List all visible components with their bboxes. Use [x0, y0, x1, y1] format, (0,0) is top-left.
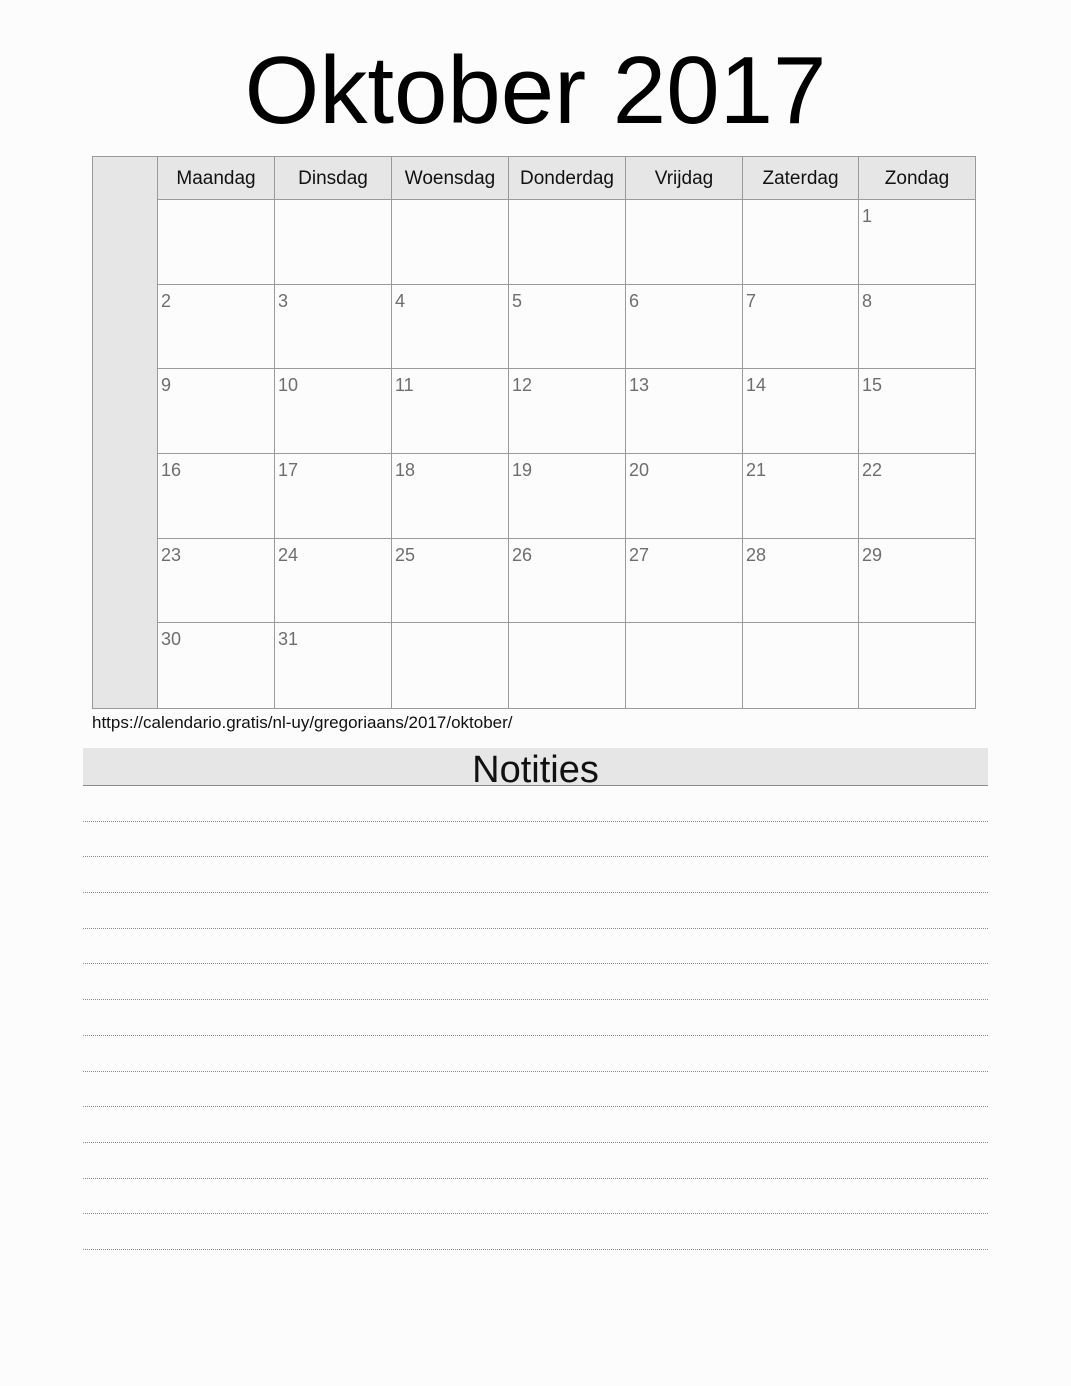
day-number: 30	[161, 629, 182, 650]
day-number: 13	[629, 375, 650, 396]
empty-day-cell	[743, 623, 859, 708]
note-line	[83, 1036, 988, 1072]
note-line	[83, 893, 988, 929]
note-line	[83, 1000, 988, 1036]
day-number: 8	[862, 290, 873, 311]
day-number: 22	[862, 459, 883, 480]
note-line	[83, 1214, 988, 1250]
day-number: 5	[512, 290, 523, 311]
day-cell-9	[158, 369, 275, 454]
note-line	[83, 822, 988, 858]
day-cell-29	[859, 539, 975, 624]
note-line	[83, 929, 988, 965]
day-cell-24	[275, 539, 392, 624]
empty-day-cell	[158, 200, 275, 285]
empty-day-cell	[509, 623, 626, 708]
day-number: 3	[278, 290, 289, 311]
weekday-header-dinsdag: Dinsdag	[275, 157, 392, 200]
calendar-title: Oktober 2017	[244, 37, 827, 144]
day-number: 10	[278, 375, 299, 396]
day-cell-8	[859, 285, 975, 370]
day-cell-2	[158, 285, 275, 370]
day-cell-27	[626, 539, 743, 624]
weekday-header-zondag: Zondag	[859, 157, 975, 200]
source-url: https://calendario.gratis/nl-uy/gregoriaans/2017/oktober/	[92, 713, 513, 732]
day-cell-1	[859, 200, 975, 285]
day-number: 6	[629, 290, 640, 311]
note-line	[83, 964, 988, 1000]
day-number: 29	[862, 544, 883, 565]
day-cell-12	[509, 369, 626, 454]
day-cell-22	[859, 454, 975, 539]
day-cell-17	[275, 454, 392, 539]
day-number: 26	[512, 544, 533, 565]
empty-day-cell	[743, 200, 859, 285]
day-number: 16	[161, 459, 182, 480]
day-number: 2	[161, 290, 172, 311]
day-number: 12	[512, 375, 533, 396]
day-number: 20	[629, 459, 650, 480]
day-cell-4	[392, 285, 509, 370]
weekday-header-donderdag: Donderdag	[509, 157, 626, 200]
note-line	[83, 1107, 988, 1143]
day-cell-10	[275, 369, 392, 454]
weekday-header-vrijdag: Vrijdag	[626, 157, 743, 200]
empty-day-cell	[859, 623, 975, 708]
day-number: 14	[746, 375, 767, 396]
day-cell-11	[392, 369, 509, 454]
day-number: 27	[629, 544, 650, 565]
day-number: 23	[161, 544, 182, 565]
day-number: 9	[161, 375, 172, 396]
day-number: 28	[746, 544, 767, 565]
day-number: 25	[395, 544, 416, 565]
empty-day-cell	[509, 200, 626, 285]
weekday-header-maandag: Maandag	[158, 157, 275, 200]
day-number: 11	[395, 375, 414, 396]
calendar-grid	[158, 157, 975, 708]
day-cell-14	[743, 369, 859, 454]
empty-day-cell	[392, 623, 509, 708]
day-cell-15	[859, 369, 975, 454]
day-cell-21	[743, 454, 859, 539]
weekday-header-zaterdag: Zaterdag	[743, 157, 859, 200]
day-number: 7	[746, 290, 757, 311]
empty-day-cell	[392, 200, 509, 285]
day-cell-6	[626, 285, 743, 370]
day-cell-23	[158, 539, 275, 624]
day-number: 21	[746, 459, 767, 480]
weekday-header-woensdag: Woensdag	[392, 157, 509, 200]
day-cell-16	[158, 454, 275, 539]
empty-day-cell	[626, 200, 743, 285]
day-cell-26	[509, 539, 626, 624]
day-cell-7	[743, 285, 859, 370]
day-number: 31	[278, 629, 299, 650]
day-cell-5	[509, 285, 626, 370]
notes-title: Notities	[83, 748, 988, 786]
day-number: 24	[278, 544, 299, 565]
empty-day-cell	[275, 200, 392, 285]
note-line	[83, 1143, 988, 1179]
empty-day-cell	[626, 623, 743, 708]
note-line	[83, 857, 988, 893]
day-cell-19	[509, 454, 626, 539]
day-cell-28	[743, 539, 859, 624]
day-number: 18	[395, 459, 416, 480]
day-number: 15	[862, 375, 883, 396]
day-number: 17	[278, 459, 299, 480]
day-number: 4	[395, 290, 406, 311]
note-line	[83, 1179, 988, 1215]
day-cell-3	[275, 285, 392, 370]
day-cell-20	[626, 454, 743, 539]
day-cell-13	[626, 369, 743, 454]
day-number: 1	[862, 206, 873, 226]
notes-lines	[83, 786, 988, 1250]
day-cell-18	[392, 454, 509, 539]
day-cell-31	[275, 623, 392, 708]
day-cell-30	[158, 623, 275, 708]
day-number: 19	[512, 459, 533, 480]
note-line	[83, 786, 988, 822]
week-number-column	[93, 157, 158, 708]
day-cell-25	[392, 539, 509, 624]
note-line	[83, 1072, 988, 1108]
month-calendar	[92, 156, 976, 709]
